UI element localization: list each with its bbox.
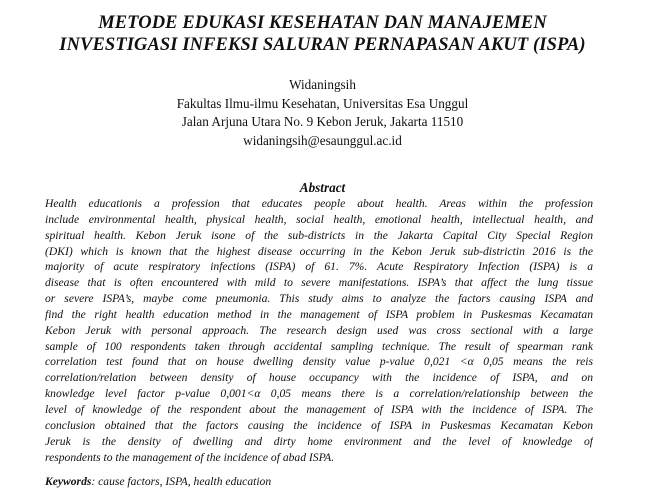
abstract-line: conclusion obtained that the factors causing the incidence of ISPA in Puskesmas Kecamatan Kebon [45, 418, 593, 432]
paper-title [10, 12, 635, 56]
author-address: Jalan Arjuna Utara No. 9 Kebon Jeruk, Jakarta 11510 [181, 114, 464, 129]
abstract-line: Health educationis a profession that educates people about health. Areas within the profession [45, 197, 593, 210]
author-email: widaningsih@esaunggul.ac.id [243, 132, 402, 148]
keywords-text: : cause factors, ISPA, health education [91, 475, 272, 488]
abstract-line: disease that is often encountered with mild to severe manifestations. ISPA’s that affect the lung tissue [45, 276, 593, 290]
abstract-line: level of knowledge of the respondent about the management of ISPA with the incidence of ISPA. The [45, 402, 593, 416]
abstract-heading: Abstract [299, 180, 346, 195]
abstract-line: include environmental health, physical health, social health, emotional health, intellectual health, and [45, 212, 593, 226]
abstract-line: majority of acute respiratory infections (ISPA) of 61. 7%. Acute Respiratory Infection (ISPA) is a [45, 260, 593, 274]
abstract-line: Kebon Jeruk with personal approach. The research design used was cross sectional with a large [45, 323, 593, 337]
author-affiliation: Fakultas Ilmu-ilmu Kesehatan, Universitas Esa Unggul [176, 95, 469, 111]
abstract-line: or severe ISPA’s, maybe come pneumonia. This study aims to analyze the factors causing ISPA and [45, 292, 593, 306]
abstract-line: spiritual health. Kebon Jeruk isone of the sub-districts in the Jakarta Capital City Special Region [45, 228, 593, 242]
abstract-line: find the right health education method in the management of ISPA problem in Puskesmas Kecamatan [45, 307, 593, 321]
abstract-line: knowledge level factor p-value 0,001<α 0,05 means there is a correlation/relationship between the [45, 387, 593, 401]
abstract-body [45, 196, 593, 465]
paper-title-line-1: METODE EDUKASI KESEHATAN DAN MANAJEMEN [98, 13, 547, 33]
abstract-line: sample of 100 respondents taken through accidental sampling technique. The result of spearman rank [45, 339, 593, 353]
abstract-line: correlation test found that on house dwelling density value p-value 0,021 <α 0,05 means the reis [45, 355, 593, 369]
paper-title-line-2: INVESTIGASI INFEKSI SALURAN PERNAPASAN AKUT (ISPA) [59, 35, 586, 55]
author-name: Widaningsih [289, 77, 356, 92]
abstract-line: correlation/relation between density of house occupancy with the incidence of ISPA, and on [45, 371, 593, 385]
abstract-line: (DKI) which is known that the highest disease occurring in the Kebon Jeruk sub-districtin 2016 is the [45, 244, 593, 258]
keywords-label: Keywords [45, 475, 92, 488]
author-block [0, 76, 645, 150]
abstract-line: Jeruk is the density of dwelling and dirty home environment and the level of knowledge of [45, 434, 593, 448]
abstract-line-last: respondents to the management of the incidence of abad ISPA. [45, 450, 335, 464]
keywords-line [45, 474, 271, 490]
